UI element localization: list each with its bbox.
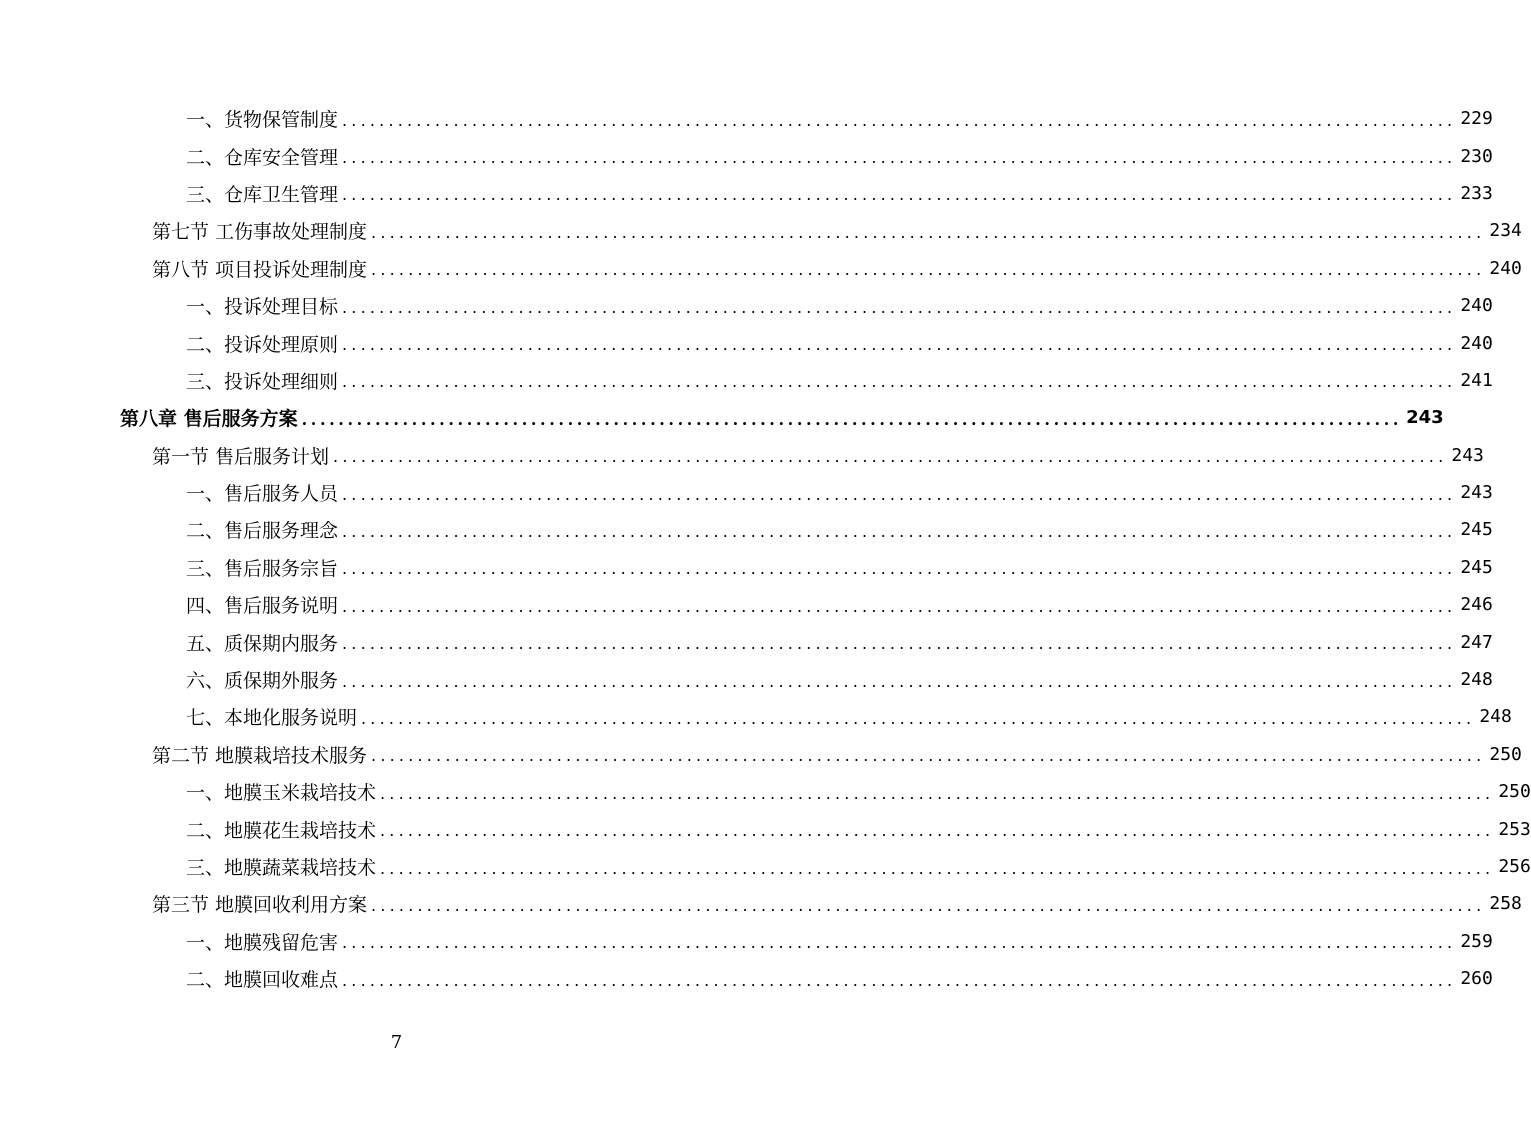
toc-entry-page: 240 xyxy=(1460,332,1493,354)
toc-entry-page: 250 xyxy=(1489,743,1522,765)
toc-entry-page: 230 xyxy=(1460,145,1493,167)
toc-entry[interactable] xyxy=(0,250,1522,287)
toc-dot-leader: ........................................................................................................................ xyxy=(380,858,1495,878)
toc-entry-page: 246 xyxy=(1460,594,1493,616)
toc-entry[interactable] xyxy=(0,773,1531,810)
page-number: 7 xyxy=(390,1032,403,1053)
toc-entry[interactable] xyxy=(0,212,1522,249)
toc-entry[interactable] xyxy=(0,100,1493,137)
toc-entry-page: 240 xyxy=(1489,257,1522,279)
toc-dot-leader: ........................................................................................................................ xyxy=(342,559,1457,579)
toc-entry[interactable] xyxy=(0,324,1493,361)
toc-entry-page: 234 xyxy=(1489,220,1522,242)
toc-entry-title: 七、本地化服务说明 xyxy=(186,707,358,730)
toc-dot-leader: ........................................................................................................................ xyxy=(342,933,1457,953)
toc-entry-page: 248 xyxy=(1460,669,1493,691)
toc-entry-page: 248 xyxy=(1479,706,1512,728)
toc-entry-title: 三、仓库卫生管理 xyxy=(186,183,339,206)
toc-dot-leader: ........................................................................................................................ xyxy=(342,634,1457,654)
toc-entry-page: 243 xyxy=(1460,482,1493,504)
toc-dot-leader: ........................................................................................................................ xyxy=(342,596,1457,616)
toc-dot-leader: ........................................................................................................................ xyxy=(333,447,1448,467)
toc-entry-title: 二、地膜花生栽培技术 xyxy=(186,819,377,842)
toc-entry[interactable] xyxy=(0,549,1493,586)
toc-entry-title: 五、质保期内服务 xyxy=(186,632,339,655)
toc-entry[interactable] xyxy=(0,586,1493,623)
toc-entry-page: 241 xyxy=(1460,369,1493,391)
toc-entry[interactable] xyxy=(0,698,1512,735)
toc-dot-leader: ........................................................................................................................ xyxy=(380,783,1495,803)
toc-entry-title: 六、质保期外服务 xyxy=(186,670,339,693)
toc-entry-title: 第三节 地膜回收利用方案 xyxy=(152,894,368,917)
toc-entry-page: 245 xyxy=(1460,519,1493,541)
toc-entry-page: 240 xyxy=(1460,295,1493,317)
toc-entry-title: 四、售后服务说明 xyxy=(186,595,339,618)
toc-entry[interactable] xyxy=(0,623,1493,660)
toc-entry-title: 三、地膜蔬菜栽培技术 xyxy=(186,857,377,879)
toc-entry[interactable] xyxy=(0,736,1522,773)
toc-entry-title: 二、地膜回收难点 xyxy=(186,969,339,992)
toc-entry-page: 247 xyxy=(1460,631,1493,653)
toc-entry[interactable] xyxy=(0,511,1493,548)
toc-dot-leader: ........................................................................................................................ xyxy=(371,895,1486,915)
toc-dot-leader: ........................................................................................................................ xyxy=(342,297,1457,317)
toc-entry[interactable] xyxy=(0,137,1493,174)
toc-dot-leader: ........................................................................................................................ xyxy=(371,260,1486,280)
toc-entry[interactable] xyxy=(0,848,1531,885)
toc-entry[interactable] xyxy=(0,175,1493,212)
toc-dot-leader: ........................................................................................................................ xyxy=(342,372,1457,392)
toc-entry[interactable] xyxy=(0,923,1493,960)
toc-entry-title: 一、地膜玉米栽培技术 xyxy=(186,782,377,805)
toc-entry-title: 一、售后服务人员 xyxy=(186,483,339,506)
toc-entry-page: 233 xyxy=(1460,182,1493,204)
toc-dot-leader: ........................................................................................................................ xyxy=(361,708,1476,728)
toc-entry-page: 259 xyxy=(1460,930,1493,952)
toc-entry[interactable] xyxy=(0,437,1484,474)
toc-entry-title: 一、地膜残留危害 xyxy=(186,931,339,954)
toc-entry-title: 三、投诉处理细则 xyxy=(186,370,339,393)
toc-dot-leader: ........................................................................................................................ xyxy=(342,484,1457,504)
toc-entry[interactable] xyxy=(0,810,1531,847)
toc-entry-title: 二、投诉处理原则 xyxy=(186,333,339,356)
toc-dot-leader: ........................................................................................................................ xyxy=(342,521,1457,541)
toc-entry-title: 三、售后服务宗旨 xyxy=(186,557,339,580)
toc-entry-page: 245 xyxy=(1460,556,1493,578)
toc-entry-page: 243 xyxy=(1406,407,1444,429)
toc-entry-page: 253 xyxy=(1498,818,1531,840)
toc-entry-title: 第一节 售后服务计划 xyxy=(152,445,330,468)
toc-entry[interactable] xyxy=(0,661,1493,698)
toc-entry-title: 二、仓库安全管理 xyxy=(186,146,339,169)
toc-entry-page: 250 xyxy=(1498,781,1531,803)
toc-dot-leader: ........................................................................................................................ xyxy=(342,110,1457,130)
toc-dot-leader: ........................................................................................................................ xyxy=(371,222,1486,242)
toc-entry-title: 第二节 地膜栽培技术服务 xyxy=(152,744,368,767)
toc-entry-page: 256 xyxy=(1498,856,1531,877)
toc-entry-title: 一、货物保管制度 xyxy=(186,109,339,132)
toc-dot-leader: ........................................................................................................................ xyxy=(342,970,1457,990)
toc-entry-title: 第八章 售后服务方案 xyxy=(120,408,298,431)
toc-entry[interactable] xyxy=(0,362,1493,399)
toc-entry-page: 243 xyxy=(1451,444,1484,466)
table-of-contents xyxy=(0,100,1531,997)
toc-entry[interactable] xyxy=(0,399,1444,436)
toc-dot-leader: ........................................................................................................................ xyxy=(380,821,1495,841)
toc-entry[interactable] xyxy=(0,287,1493,324)
toc-entry[interactable] xyxy=(0,885,1522,922)
toc-entry-title: 第七节 工伤事故处理制度 xyxy=(152,221,368,244)
toc-dot-leader: ........................................................................................................................ xyxy=(342,185,1457,205)
toc-entry-page: 229 xyxy=(1460,108,1493,130)
toc-dot-leader: ........................................................................................................................ xyxy=(342,335,1457,355)
toc-dot-leader: ........................................................................................................................ xyxy=(342,671,1457,691)
toc-entry[interactable] xyxy=(0,960,1493,997)
toc-entry-title: 第八节 项目投诉处理制度 xyxy=(152,258,368,281)
toc-entry-title: 一、投诉处理目标 xyxy=(186,296,339,319)
toc-entry-title: 二、售后服务理念 xyxy=(186,520,339,543)
toc-entry-page: 258 xyxy=(1489,893,1522,915)
toc-dot-leader: ........................................................................................................................ xyxy=(301,409,1403,429)
toc-dot-leader: ........................................................................................................................ xyxy=(371,746,1486,766)
toc-dot-leader: ........................................................................................................................ xyxy=(342,148,1457,168)
toc-entry[interactable] xyxy=(0,474,1493,511)
toc-entry-page: 260 xyxy=(1460,968,1493,990)
